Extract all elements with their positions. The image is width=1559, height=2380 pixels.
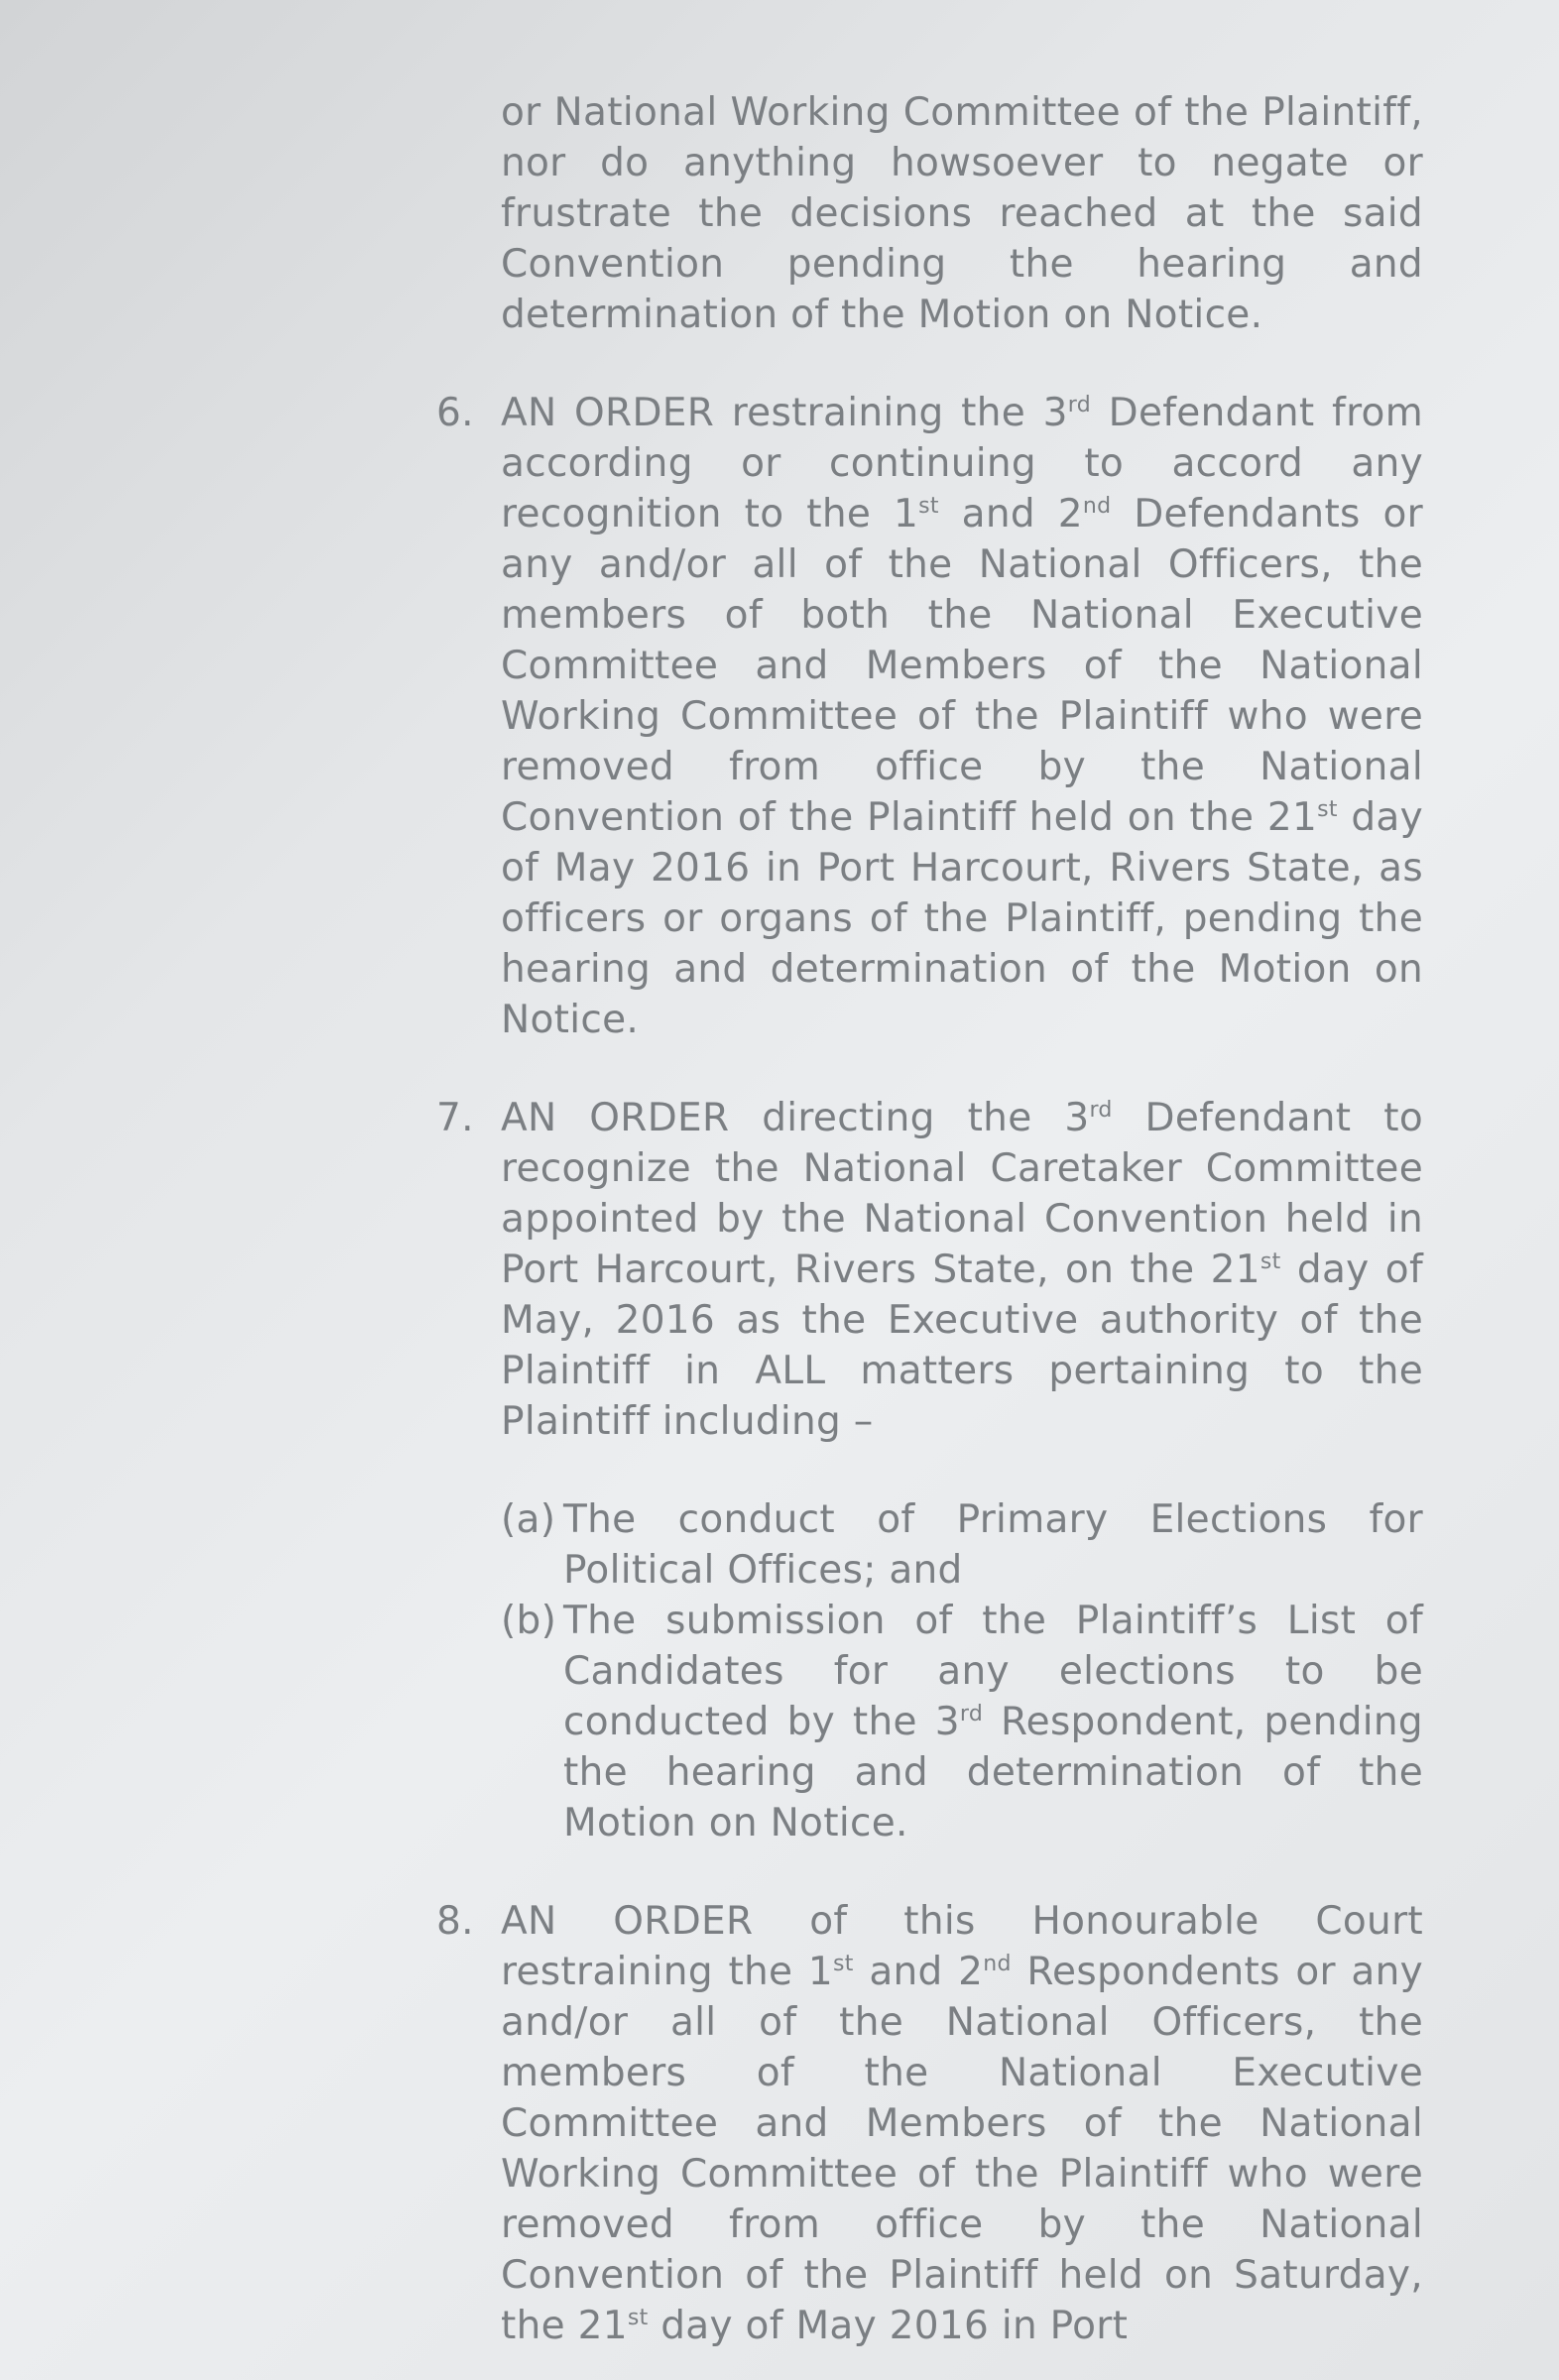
sub-item-text: The submission of the Plaintiff’s List of Candidates for any elections to be conducted by the 3rd Respondent, pending the hearing and determination of the Motion on Notice.: [563, 1599, 1423, 1845]
sub-item-label: (b): [501, 1599, 557, 1643]
sub-items: [501, 1494, 1423, 1848]
item-text: AN ORDER directing the 3rd Defendant to recognize the National Caretaker Committee appointed by the National Convention held in Port Harcourt, Rivers State, on the 21st day of May, 2016 as the Executive authority of the Plaintiff in ALL matters pertaining to the Plaintiff including –: [501, 1096, 1423, 1444]
order-item-7: [436, 1093, 1423, 1848]
continuation-paragraph: or National Working Committee of the Plaintiff, nor do anything howsoever to negate or frustrate the decisions reached at the said Convention pending the hearing and determination of the Motion on Notice.: [501, 90, 1423, 337]
item-text: AN ORDER restraining the 3rd Defendant from according or continuing to accord any recognition to the 1st and 2nd Defendants or any and/or all of the National Officers, the members of both the National Executive Committee and Members of the National Working Committee of the Plaintiff who were removed from office by the National Convention of the Plaintiff held on the 21st day of May 2016 in Port Harcourt, Rivers State, as officers or organs of the Plaintiff, pending the hearing and determination of the Motion on Notice.: [501, 391, 1424, 1042]
item-number: 7.: [436, 1096, 474, 1140]
order-item-6: [436, 388, 1424, 1045]
sub-item-text: The conduct of Primary Elections for Political Offices; and: [563, 1497, 1423, 1593]
sub-item-a: [501, 1494, 1423, 1596]
document-body: [436, 87, 1424, 2351]
item-number: 6.: [436, 391, 474, 435]
order-item-8: [436, 1896, 1423, 2351]
item-text: AN ORDER of this Honourable Court restraining the 1st and 2nd Respondents or any and/or all of the National Officers, the members of the National Executive Committee and Members of the National Working Committee of the Plaintiff who were removed from office by the National Convention of the Plaintiff held on Saturday, the 21st day of May 2016 in Port: [501, 1899, 1423, 2348]
sub-item-label: (a): [501, 1497, 556, 1542]
item-number: 8.: [436, 1899, 474, 1944]
sub-item-b: [501, 1596, 1423, 1848]
